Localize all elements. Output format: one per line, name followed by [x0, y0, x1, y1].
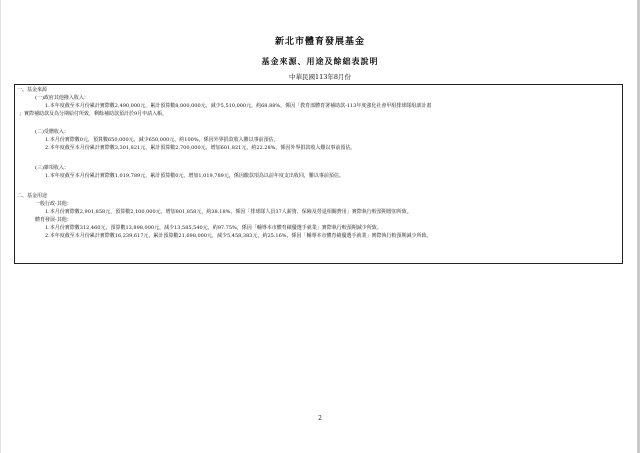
- page-number: 2: [318, 415, 322, 422]
- donation-income-line-2: 2.本年度截至本月份累計實際數3,301,821元，累計預算數2,700,000元，增加601,821元，約22.28%，係因外界捐款收入難以事前預估。: [45, 145, 356, 151]
- misc-income-title: (三)雜項收入：: [35, 165, 69, 171]
- document-title: 新北市體育發展基金: [274, 37, 365, 47]
- donation-income-title: (二)受贈收入：: [35, 129, 69, 135]
- document-subtitle: 基金來源、用途及餘絀表說明: [261, 56, 379, 66]
- gov-income-title: (一)政府其他撥入收入：: [35, 95, 89, 101]
- sports-dev-line-1: 1.本月份實際數312,460元，預算數13,898,000元，減少13,585,540元，約97.75%，係因「輔導本市體育績優選手就業」實際執行較預期減少所致。: [45, 225, 382, 231]
- admin-title: 一般行政-其他：: [35, 201, 72, 207]
- section-heading-sources: 一、基金來源: [17, 87, 48, 93]
- sports-dev-line-2: 2.本年度截至本月份累計實際數16,239,617元，累計預算數21,698,000元，減少5,458,383元，約25.16%，係因「輔導本市體育績優選手就業」實際執行較預期減少所致。: [45, 233, 432, 239]
- sports-dev-title: 體育發展-其他：: [35, 217, 72, 223]
- scan-left-edge: [0, 0, 1, 453]
- gov-income-line-1: 1.本年度截至本月份累計實際數2,490,000元，累計預算數8,000,000元，減少5,510,000元，約68.88%，係因「教育部體育署補助款-113年度強化社會甲組排球隊組訓計畫: [45, 103, 432, 109]
- donation-income-line-1: 1.本月份實際數0元，預算數650,000元，減少650,000元，約100%，係因外界捐款收入難以事前預估。: [45, 137, 279, 143]
- explanation-box: [14, 84, 623, 264]
- report-date: 中華民國113年8月份: [288, 73, 352, 81]
- gov-income-line-2: 」實際補助款及為分期給付所致，剩餘補助款預計於9月申請入帳。: [19, 111, 168, 117]
- admin-line-1: 1.本月份實際數2,901,858元，預算數2,100,000元，增加801,858元，約38.18%，係因「排球隊人員37人薪資、保險及勞退相關費用」實際執行較預期增加所致。: [45, 209, 412, 215]
- section-heading-uses: 二、基金用途: [17, 193, 48, 199]
- misc-income-line-1: 1.本年度截至本月份累計實際數1,019,789元，累計預算數0元，增加1,019,789元，係因繳款項為以前年度支出收回，難以事前預估。: [45, 173, 344, 179]
